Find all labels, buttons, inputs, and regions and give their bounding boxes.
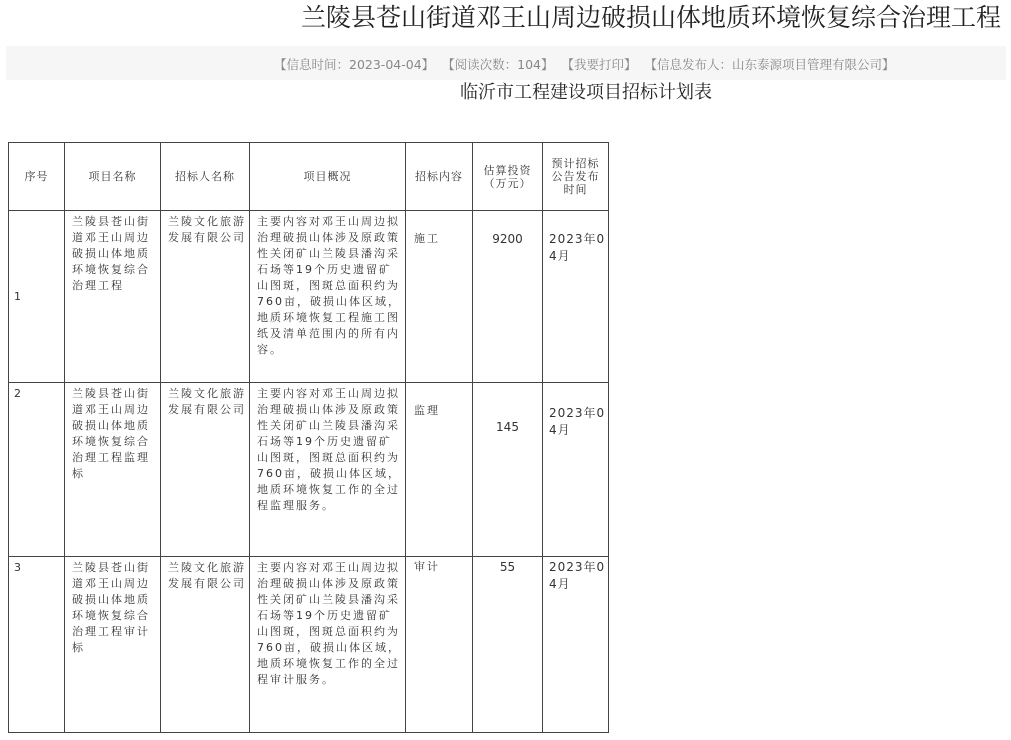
table-row: [9, 211, 609, 383]
row-publish-time: 2023年04月: [549, 232, 606, 263]
row-seq: 1: [14, 289, 21, 303]
table-row: [9, 557, 609, 733]
print-link[interactable]: 【我要打印】: [561, 57, 637, 72]
table-title: 临沂市工程建设项目招标计划表: [460, 82, 712, 103]
row-investment: 55: [499, 560, 516, 574]
table-row: [9, 383, 609, 557]
row-overview: 主要内容对邓王山周边拟治理破损山体涉及原政策性关闭矿山兰陵县潘沟采石场等19个历史遗留矿山图斑，图斑总面积约为760亩，破损山体区域，地质环境恢复工作的全过程审计服务。: [257, 561, 401, 686]
row-content: 审计: [414, 560, 440, 573]
header-content: 招标内容: [406, 143, 473, 211]
row-seq: 3: [14, 561, 21, 574]
header-seq: 序号: [9, 143, 65, 211]
row-seq: 2: [14, 387, 21, 400]
header-publish-time: 预计招标公告发布时间: [543, 143, 609, 211]
row-investment: 145: [496, 420, 519, 434]
view-count: 【阅读次数：104】: [442, 57, 554, 72]
article-meta-bar: [6, 46, 1006, 80]
table-header-row: [9, 143, 609, 211]
row-publish-time: 2023年04月: [549, 560, 606, 591]
row-project-name: 兰陵县苍山街道邓王山周边破损山体地质环境恢复综合治理工程监理标: [72, 387, 150, 480]
row-publish-time: 2023年04月: [549, 406, 606, 437]
publisher-info: 【信息发布人：山东泰源项目管理有限公司】: [644, 57, 895, 72]
row-tenderer: 兰陵文化旅游发展有限公司: [168, 387, 246, 416]
row-overview: 主要内容对邓王山周边拟治理破损山体涉及原政策性关闭矿山兰陵县潘沟采石场等19个历史遗留矿山图斑，图斑总面积约为760亩，破损山体区域，地质环境恢复工程施工图纸及清单范围内的所有内容。: [257, 215, 401, 356]
row-content: 监理: [414, 404, 440, 417]
header-investment: 估算投资（万元）: [473, 143, 543, 211]
row-content: 施工: [414, 232, 440, 245]
row-tenderer: 兰陵文化旅游发展有限公司: [168, 561, 246, 590]
row-project-name: 兰陵县苍山街道邓王山周边破损山体地质环境恢复综合治理工程审计标: [72, 561, 150, 654]
row-tenderer: 兰陵文化旅游发展有限公司: [168, 215, 246, 244]
header-tenderer: 招标人名称: [161, 143, 250, 211]
header-project-name: 项目名称: [65, 143, 161, 211]
row-project-name: 兰陵县苍山街道邓王山周边破损山体地质环境恢复综合治理工程: [72, 215, 150, 292]
info-date: 【信息时间：2023-04-04】: [274, 57, 435, 72]
bid-plan-table: [8, 142, 609, 733]
row-investment: 9200: [492, 232, 523, 246]
row-overview: 主要内容对邓王山周边拟治理破损山体涉及原政策性关闭矿山兰陵县潘沟采石场等19个历史遗留矿山图斑，图斑总面积约为760亩，破损山体区域，地质环境恢复工作的全过程监理服务。: [257, 387, 401, 512]
article-title: 兰陵县苍山街道邓王山周边破损山体地质环境恢复综合治理工程: [300, 3, 1001, 32]
header-overview: 项目概况: [250, 143, 406, 211]
